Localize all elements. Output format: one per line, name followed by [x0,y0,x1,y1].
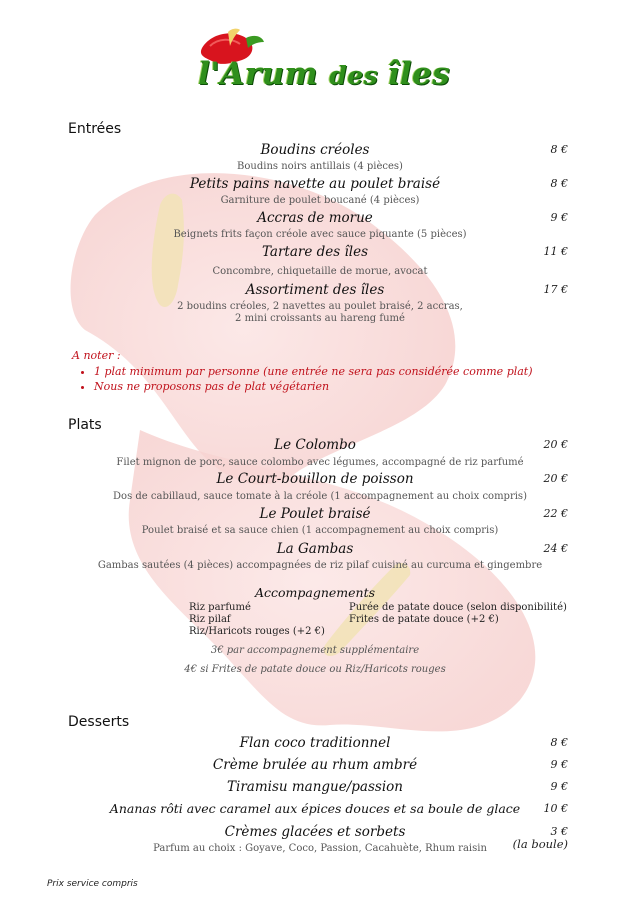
dish-name: Flan coco traditionnel [239,735,391,751]
dish-description: Concombre, chiquetaille de morue, avocat [212,266,428,277]
restaurant-logo [190,26,451,98]
side-item: Frites de patate douce (+2 €) [349,614,499,625]
dish-price: 22 € [543,507,568,520]
dish-description: Beignets frits façon créole avec sauce piquante (5 pièces) [173,229,467,240]
dish-price: 9 € [550,780,568,793]
extra-side-price: 3€ par accompagnement supplémentaire [210,645,420,656]
dish-name: Le Colombo [274,437,356,453]
section-title-desserts: Desserts [68,714,130,730]
dish-price: 24 € [543,542,568,555]
dish-price: 8 € [550,143,568,156]
dish-price: 20 € [543,438,568,451]
dish-name: Ananas rôti avec caramel aux épices douces et sa boule de glace [109,801,521,816]
dish-name: Le Court-bouillon de poisson [216,471,414,487]
dish-name: Assortiment des îles [245,282,385,298]
dish-price: 8 € [550,736,568,749]
dish-price: 10 € [543,802,568,815]
dish-name: Petits pains navette au poulet braisé [189,176,441,192]
side-item: Riz/Haricots rouges (+2 €) [189,626,325,637]
extra-side-price-special: 4€ si Frites de patate douce ou Riz/Haricots rouges [184,664,446,675]
dish-price: 9 € [550,211,568,224]
brand-iles: îles [387,56,451,92]
dish-name: Le Poulet braisé [259,506,371,522]
section-title-entrees: Entrées [68,121,122,137]
dish-description: Parfum au choix : Goyave, Coco, Passion, Cacahuète, Rhum raisin [153,843,487,854]
side-item: Purée de patate douce (selon disponibilité) [349,602,567,613]
brand-name [198,56,450,92]
dish-name: La Gambas [276,541,354,557]
note-item: • 1 plat minimum par personne (une entrée ne sera pas considérée comme plat) [94,364,533,379]
dish-name: Tiramisu mangue/passion [227,779,403,795]
dish-price: 11 € [543,245,568,258]
dish-price: 8 € [550,177,568,190]
section-title-plats: Plats [68,417,102,433]
brand-main: l'Arum [198,56,330,92]
dish-price: 9 € [550,758,568,771]
sides-left-list [189,602,325,638]
dish-name: Crème brulée au rhum ambré [212,757,418,773]
dish-description: Filet mignon de porc, sauce colombo avec légumes, accompagné de riz parfumé [116,457,524,468]
dish-description: Poulet braisé et sa sauce chien (1 accompagnement au choix compris) [141,525,499,536]
note-list [72,364,533,394]
sides-right-list [349,602,567,626]
footer-note: Prix service compris [47,879,138,889]
dish-description: Gambas sautées (4 pièces) accompagnées de riz pilaf cuisiné au curcuma et gingembre [97,560,543,571]
dish-name: Accras de morue [257,210,373,226]
side-item: Riz pilaf [189,614,231,625]
dish-price: 3 € [550,825,568,838]
dish-description: Garniture de poulet boucané (4 pièces) [220,195,420,206]
dish-name: Crèmes glacées et sorbets [224,824,406,840]
dish-price: 20 € [543,472,568,485]
note-box [72,349,533,394]
dish-name: Tartare des îles [261,244,369,260]
dish-description: Boudins noirs antillais (4 pièces) [237,161,403,172]
note-title: A noter : [72,349,121,362]
dish-price-note: (la boule) [512,837,568,851]
accompagnements-title: Accompagnements [254,585,376,600]
dish-description: 2 boudins créoles, 2 navettes au poulet braisé, 2 accras, [177,301,463,312]
dish-description: 2 mini croissants au hareng fumé [235,313,405,324]
note-item: • Nous ne proposons pas de plat végétarien [94,379,533,394]
dish-name: Boudins créoles [260,142,370,158]
brand-des: des [329,61,388,90]
side-item: Riz parfumé [189,602,251,613]
dish-price: 17 € [543,283,568,296]
dish-description: Dos de cabillaud, sauce tomate à la créole (1 accompagnement au choix compris) [113,491,527,502]
